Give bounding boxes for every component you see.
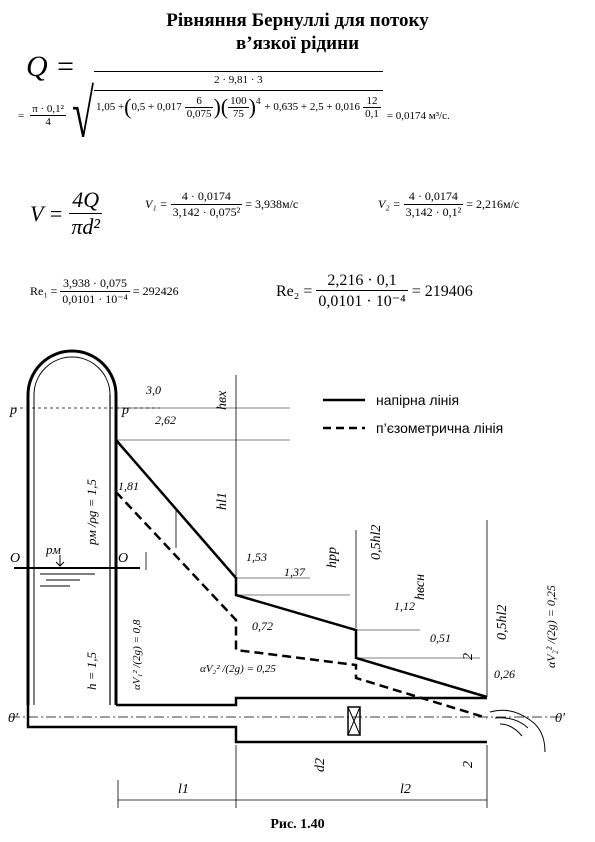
val-262: 2,62 <box>155 413 176 427</box>
val-181: 1,81 <box>118 479 139 493</box>
q-rad-num: 2 · 9,81 · 3 <box>94 72 383 91</box>
v-lhs: V = <box>30 200 64 226</box>
val-072: 0,72 <box>252 619 273 633</box>
q-pre-num: π · 0,1² <box>32 103 64 115</box>
label-sec2-bottom: 2 <box>461 761 476 768</box>
label-h: h = 1,5 <box>84 651 99 690</box>
label-l2: l2 <box>400 782 411 797</box>
v2-result: = 2,216м/с <box>466 197 520 211</box>
label-zero-left: 0′ <box>8 711 19 726</box>
label-h-vsn: hвсн <box>413 573 428 600</box>
tank-bottom <box>28 705 116 727</box>
label-p-right: p <box>122 403 129 418</box>
val-112: 1,12 <box>394 599 415 613</box>
level-leaders <box>116 408 480 658</box>
re1-result: = 292426 <box>132 284 179 298</box>
re1-num: 3,938 · 0,075 <box>60 276 130 292</box>
paren-open: ( <box>124 94 132 119</box>
paren-open-2: ( <box>220 94 229 119</box>
q-den-c: + 0,635 + 2,5 + 0,016 <box>264 101 361 113</box>
v1-result: = 3,938м/с <box>245 197 299 211</box>
q-pre-den: 4 <box>45 116 51 128</box>
v1-den: 3,142 · 0,075² <box>172 205 241 219</box>
v-den: πd² <box>71 214 101 239</box>
label-l1: l1 <box>178 782 189 797</box>
f3-den: 0,1 <box>365 107 379 120</box>
f1-den: 0,075 <box>186 107 212 120</box>
paren-close-2: ) <box>248 94 256 119</box>
v1-num: 4 · 0,0174 <box>171 189 243 205</box>
val-051: 0,51 <box>430 631 451 645</box>
q-result: = 0,0174 м³/с. <box>386 109 450 122</box>
water-lines <box>40 574 95 586</box>
label-d2: d2 <box>313 758 328 772</box>
piezometric-line <box>116 492 487 718</box>
q-prefix: = <box>18 109 25 122</box>
v2-den: 3,142 · 0,1² <box>405 205 462 219</box>
label-pm: pм <box>46 542 61 557</box>
f2-den: 75 <box>232 107 244 120</box>
label-sec2-top: 2 <box>461 653 476 660</box>
sqrt-sign: √ <box>71 75 94 152</box>
v-num: 4Q <box>69 187 102 214</box>
re1-den: 0,0101 · 10⁻⁴ <box>62 292 128 306</box>
val-153: 1,53 <box>246 550 267 564</box>
pipe-bottom-wall <box>116 727 487 742</box>
title-line-1: Рівняння Бернуллі для потоку <box>166 10 429 31</box>
legend-dashed-label: п’єзометрична лінія <box>376 420 504 436</box>
label-zero-right: 0′ <box>555 711 566 726</box>
f2-num: 100 <box>230 94 247 107</box>
label-o-left: O <box>10 551 21 566</box>
title-line-2: в’язкої рідини <box>235 33 360 54</box>
re2-lhs: Re₂ = <box>276 282 313 300</box>
f3-num: 12 <box>363 95 381 108</box>
f1-num: 6 <box>185 95 214 108</box>
label-av2-mid: αV₂² /(2g) = 0,25 <box>200 663 276 675</box>
re2-result: = 219406 <box>411 282 473 300</box>
q-den-b: 0,5 + 0,017 <box>131 101 182 113</box>
label-h-vx: hвх <box>215 390 230 410</box>
label-h-l1: hl1 <box>215 492 230 510</box>
v2-lhs: V₂ = <box>378 197 401 211</box>
valve-cross <box>348 707 360 735</box>
figure-caption: Рис. 1.40 <box>270 817 325 832</box>
legend-solid-label: напірна лінія <box>376 392 460 408</box>
label-o-right: O <box>118 551 129 566</box>
label-p-left: p <box>10 403 17 418</box>
val-30: 3,0 <box>146 383 161 397</box>
val-137: 1,37 <box>284 565 305 579</box>
re2-den: 0,0101 · 10⁻⁴ <box>318 293 406 310</box>
label-h-rr: hрр <box>325 547 340 568</box>
label-h-half1: 0,5hl2 <box>369 524 384 560</box>
v1-lhs: V₁ = <box>145 197 168 211</box>
re1-lhs: Re₁ = <box>30 284 58 298</box>
label-h-half2: 0,5hl2 <box>495 604 510 640</box>
label-pm-rho: pм /ρg = 1,5 <box>84 479 99 545</box>
pipe-top-wall <box>116 698 487 705</box>
v2-num: 4 · 0,0174 <box>404 189 464 205</box>
pow-4: 4 <box>255 96 261 106</box>
outflow-jet <box>490 710 545 752</box>
q-den-a: 1,05 + <box>95 101 125 113</box>
label-av1: αV₁² /(2g) = 0,8 <box>131 619 143 690</box>
q-lhs: Q = <box>26 50 76 83</box>
re2-num: 2,216 · 0,1 <box>316 272 407 291</box>
tank-outer-wall <box>28 351 116 705</box>
dim-ticks <box>118 745 487 808</box>
label-av2-right: αV₂² /(2g) = 0,25 <box>544 585 558 668</box>
paren-close: ) <box>213 94 221 119</box>
val-026: 0,26 <box>494 667 515 681</box>
